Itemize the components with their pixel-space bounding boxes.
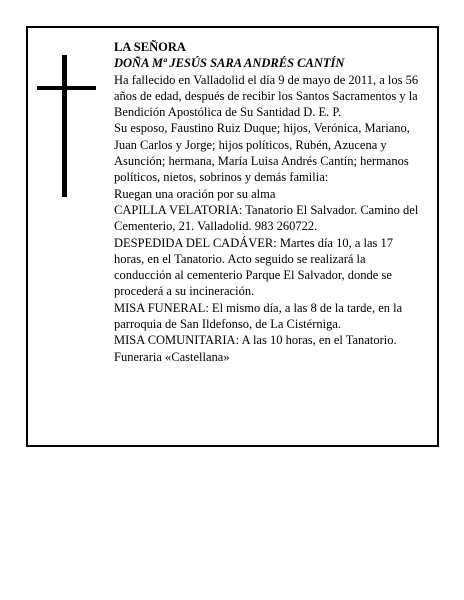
prayer-request: Ruegan una oración por su alma — [114, 186, 276, 201]
farewell-info: DESPEDIDA DEL CADÁVER: Martes día 10, a las 17 horas, en el Tanatorio. Acto seguido se realizará la conducción al cementerio Parque El Salvador, donde se procederá a su incineración. — [114, 235, 394, 299]
funeral-mass-info: MISA FUNERAL: El mismo día, a las 8 de la tarde, en la parroquia de San Ildefonso, de La Cistérniga. — [114, 300, 403, 332]
cross-icon — [37, 55, 97, 197]
obituary-text — [114, 39, 422, 365]
deceased-name: DOÑA Mª JESÚS SARA ANDRÉS CANTÍN — [114, 56, 345, 71]
notice-title-line1: LA SEÑORA — [114, 40, 186, 54]
family-paragraph: Su esposo, Faustino Ruiz Duque; hijos, Verónica, Mariano, Juan Carlos y Jorge; hijos políticos, Rubén, Azucena y Asunción; hermana, María Luisa Andrés Cantín; hermanos políticos, nietos, sobrinos y demás familia: — [114, 121, 410, 185]
cross-horizontal-bar — [37, 86, 96, 90]
cross-vertical-bar — [62, 55, 67, 197]
chapel-info: CAPILLA VELATORIA: Tanatorio El Salvador. Camino del Cementerio, 21. Valladolid. 983 260722. — [114, 202, 419, 234]
funeral-home: Funeraria «Castellana» — [114, 349, 230, 364]
death-info-paragraph: Ha fallecido en Valladolid el día 9 de mayo de 2011, a los 56 años de edad, después de recibir los Santos Sacramentos y la Bendición Apostólica de Su Santidad D. E. P. — [114, 72, 419, 120]
community-mass-info: MISA COMUNITARIA: A las 10 horas, en el Tanatorio. — [114, 333, 397, 348]
